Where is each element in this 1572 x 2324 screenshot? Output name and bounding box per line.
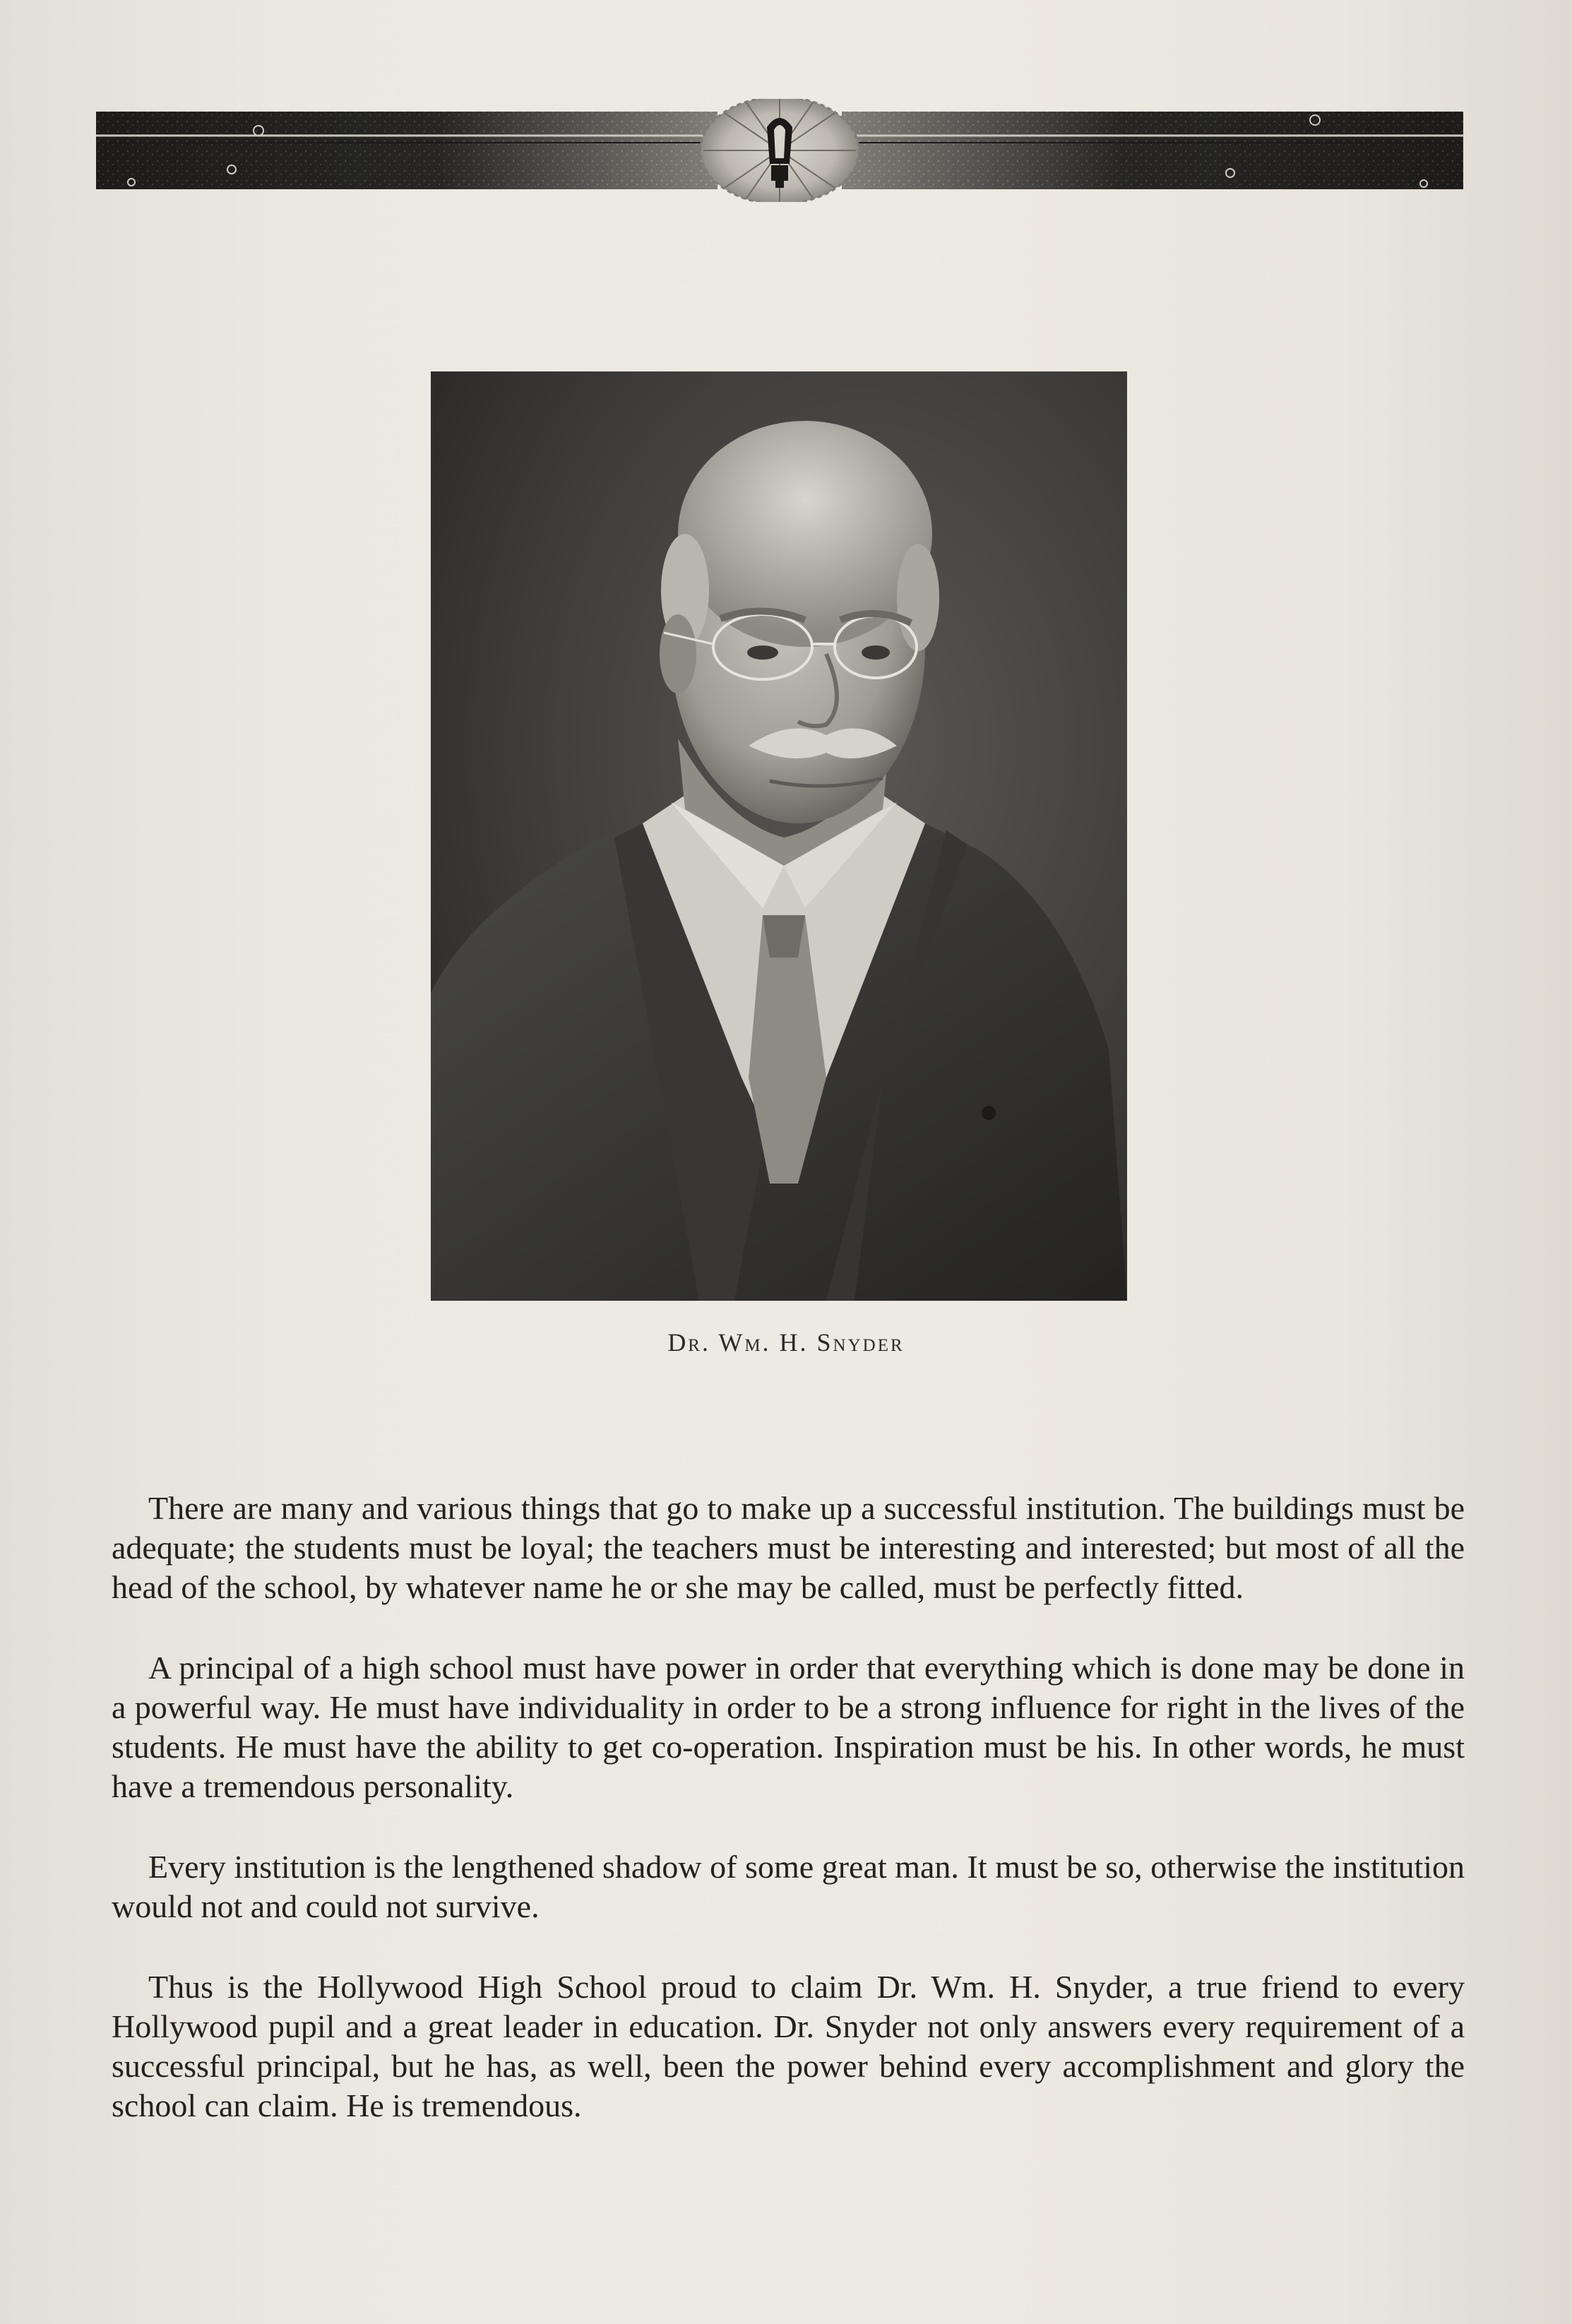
- caption-text: Dr. Wm. H. Snyder: [667, 1328, 905, 1357]
- torch-emblem-icon: [96, 99, 1463, 202]
- paragraph: Every institution is the lengthened shadow of some great man. It must be so, otherwise the institution would not and could not survive.: [112, 1849, 1465, 1924]
- paragraph: A principal of a high school must have power in order that everything which is done may be done in a powerful way. He must have individuality in order to be a strong influence for right in the lives of the students. He must have the ability to get co-operation. Inspiration must be his. In other words, he must have a tremendous personality.: [112, 1650, 1465, 1804]
- header-ornament-band: [96, 99, 1463, 202]
- portrait-caption: [0, 1328, 1572, 1357]
- paragraph: There are many and various things that go to make up a successful institution. The buildings must be adequate; the students must be loyal; the teachers must be interesting and interested; but most of all the head of the school, by whatever name he or she may be called, must be perfectly fitted.: [112, 1490, 1465, 1605]
- portrait-photo: [431, 371, 1127, 1301]
- paragraph: Thus is the Hollywood High School proud to claim Dr. Wm. H. Snyder, a true friend to every Hollywood pupil and a great leader in education. Dr. Snyder not only answers every requirement of a successful principal, but he has, as well, been the power behind every accomplishment and glory the school can claim. He is tremendous.: [112, 1969, 1465, 2123]
- article-body: [112, 1489, 1465, 2167]
